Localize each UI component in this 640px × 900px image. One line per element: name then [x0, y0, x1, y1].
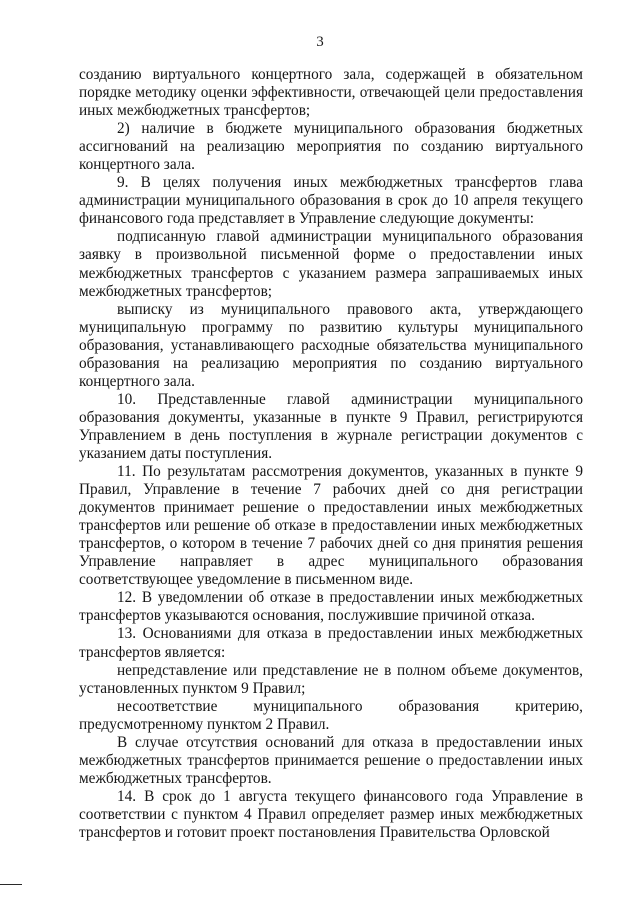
page-number: 3 — [316, 34, 324, 50]
paragraph-application: подписанную главой администрации муниципального образования заявку в произвольной письменной форме о предоставлении иных межбюджетных трансфертов с указанием размера запрашиваемых иных межбюджетных трансфертов; — [79, 228, 583, 300]
paragraph-clause-14: 14. В срок до 1 августа текущего финансового года Управление в соответствии с пунктом 4 Правил определяет размер иных межбюджетных трансфертов и готовит проект постановления Правительства Орловской — [79, 787, 583, 841]
paragraph-approval: В случае отсутствия оснований для отказа в предоставлении иных межбюджетных трансфертов принимается решение о предоставлении иных межбюджетных трансфертов. — [79, 733, 583, 787]
paragraph-refusal-ground-1: непредставление или представление не в полном объеме документов, установленных пунктом 9 Правил; — [79, 661, 583, 697]
paragraph-extract: выписку из муниципального правового акта, утверждающего муниципальную программу по развитию культуры муниципального образования, устанавливающего расходные обязательства муниципального образования на реализацию мероприятия по созданию виртуального концертного зала. — [79, 300, 583, 390]
paragraph-refusal-ground-2: несоответствие муниципального образования критерию, предусмотренному пунктом 2 Правил. — [79, 697, 583, 733]
paragraph-clause-10: 10. Представленные главой администрации муниципального образования документы, указанные в пункте 9 Правил, регистрируются Управлением в день поступления в журнале регистрации документов с указанием даты поступления. — [79, 390, 583, 462]
paragraph-clause-9: 9. В целях получения иных межбюджетных трансфертов глава администрации муниципального образования в срок до 10 апреля текущего финансового года представляет в Управление следующие документы: — [79, 174, 583, 228]
document-body — [79, 66, 583, 842]
paragraph-continuation: созданию виртуального концертного зала, содержащей в обязательном порядке методику оценки эффективности, отвечающей цели предоставления иных межбюджетных трансфертов; — [79, 66, 583, 120]
paragraph-clause-12: 12. В уведомлении об отказе в предоставлении иных межбюджетных трансфертов указываются основания, послужившие причиной отказа. — [79, 589, 583, 625]
scan-edge-mark — [0, 884, 22, 885]
paragraph-clause-11: 11. По результатам рассмотрения документов, указанных в пункте 9 Правил, Управление в течение 7 рабочих дней со дня регистрации документов принимает решение о предоставлении иных межбюджетных трансфертов или решение об отказе в предоставлении иных межбюджетных трансфертов, о котором в течение 7 рабочих дней со дня принятия решения Управление направляет в адрес муниципального образования соответствующее уведомление в письменном виде. — [79, 463, 583, 589]
paragraph-clause-13: 13. Основаниями для отказа в предоставлении иных межбюджетных трансфертов является: — [79, 625, 583, 661]
paragraph-condition-2: 2) наличие в бюджете муниципального образования бюджетных ассигнований на реализацию мероприятия по созданию виртуального концертного зала. — [79, 120, 583, 174]
